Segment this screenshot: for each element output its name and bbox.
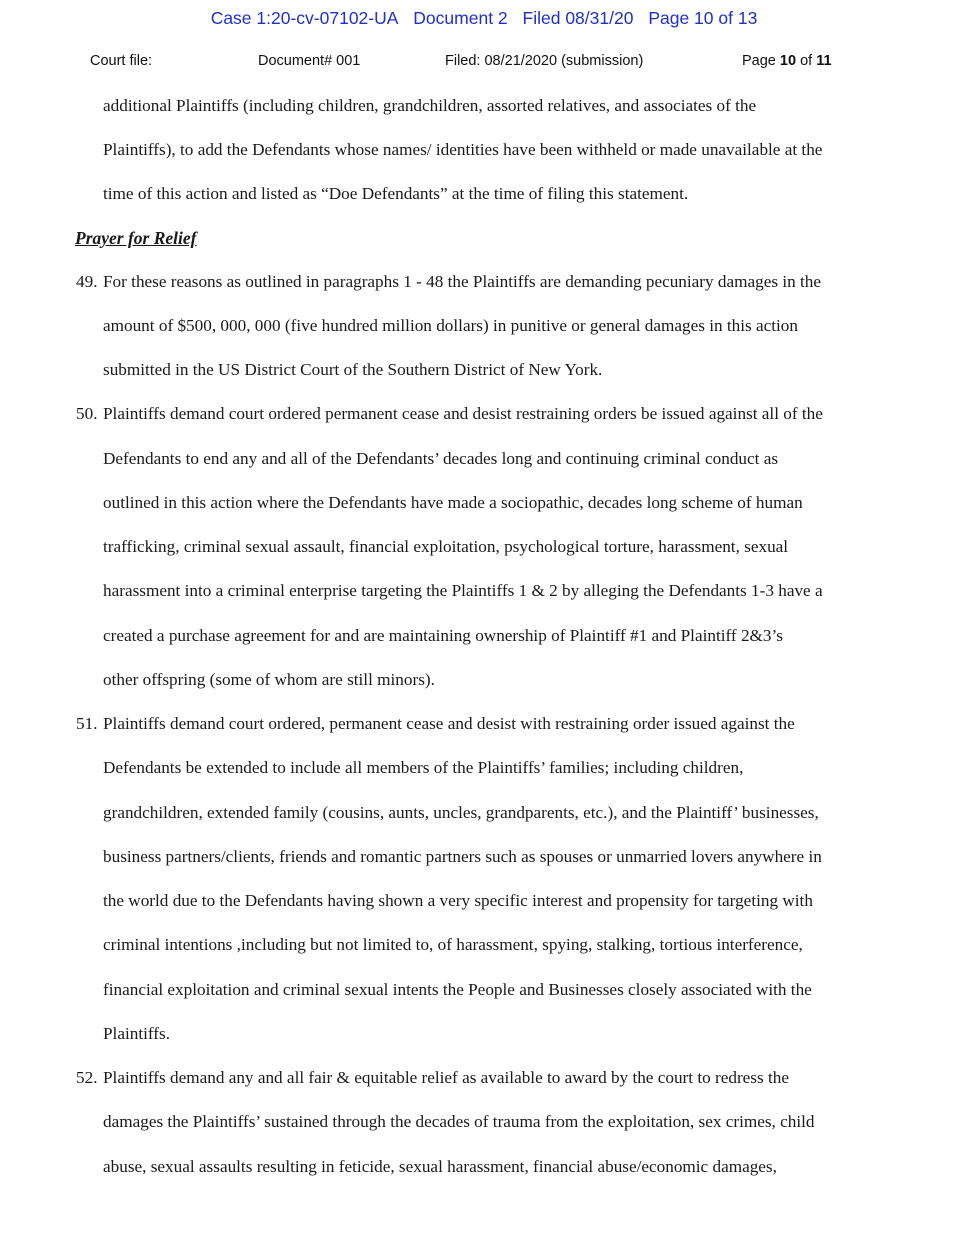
court-file-label: Court file: (90, 53, 153, 69)
paragraph-line: grandchildren, extended family (cousins, aunts, uncles, grandparents, etc.), and the Plaintiff’ businesses, (103, 803, 819, 822)
filed-submission-label: Filed: 08/21/2020 (submission) (445, 53, 644, 69)
paragraph-number: 49. (76, 272, 98, 291)
document-no-label: Document# 001 (258, 53, 361, 69)
paragraph-line: Defendants be extended to include all members of the Plaintiffs’ families; including children, (103, 758, 744, 777)
paragraph-line: trafficking, criminal sexual assault, financial exploitation, psychological torture, harassment, sexual (103, 537, 789, 556)
paragraph-number: 52. (76, 1068, 98, 1087)
paragraph-line: other offspring (some of whom are still minors). (103, 670, 435, 689)
page-indicator: Page 10 of 13 (648, 8, 758, 28)
paragraph-line: the world due to the Defendants having shown a very specific interest and propensity for targeting with (103, 891, 813, 910)
paragraph-line: Plaintiffs demand court ordered permanent cease and desist restraining orders be issued against all of the (103, 404, 823, 423)
paragraph-number: 51. (76, 714, 98, 733)
paragraph-line: Plaintiffs demand court ordered, permanent cease and desist with restraining order issued against the (103, 714, 795, 733)
paragraph-line: financial exploitation and criminal sexual intents the People and Businesses closely associated with the (103, 980, 812, 999)
paragraph-line: Defendants to end any and all of the Defendants’ decades long and continuing criminal conduct as (103, 449, 779, 468)
ecf-filing-header (0, 8, 968, 29)
paragraph-line: Plaintiffs. (103, 1024, 171, 1043)
paragraph-line: harassment into a criminal enterprise targeting the Plaintiffs 1 & 2 by alleging the Defendants 1-3 have a (103, 581, 823, 600)
paragraph-line: damages the Plaintiffs’ sustained through the decades of trauma from the exploitation, sex crimes, child (103, 1112, 815, 1131)
document-number: Document 2 (413, 8, 508, 28)
paragraph-line: outlined in this action where the Defendants have made a sociopathic, decades long scheme of human (103, 493, 803, 512)
case-number: Case 1:20-cv-07102-UA (210, 8, 399, 28)
filed-date: Filed 08/31/20 (522, 8, 634, 28)
paragraph-number: 50. (76, 404, 98, 423)
intro-line: additional Plaintiffs (including children, grandchildren, assorted relatives, and associates of the (103, 96, 757, 115)
paragraph-line: submitted in the US District Court of the Southern District of New York. (103, 360, 603, 379)
paragraph-line: created a purchase agreement for and are maintaining ownership of Plaintiff #1 and Plaintiff 2&3’s (103, 626, 783, 645)
paragraph-line: criminal intentions ,including but not limited to, of harassment, spying, stalking, tortious interference, (103, 935, 803, 954)
paragraph-line: Plaintiffs demand any and all fair & equitable relief as available to award by the court to redress the (103, 1068, 789, 1087)
intro-line: time of this action and listed as “Doe Defendants” at the time of filing this statement. (103, 184, 689, 203)
paragraph-line: amount of $500, 000, 000 (five hundred million dollars) in punitive or general damages in this action (103, 316, 798, 335)
page-of-label: Page 10 of 11 (742, 53, 832, 69)
paragraph-line: business partners/clients, friends and romantic partners such as spouses or unmarried lovers anywhere in (103, 847, 822, 866)
court-file-header (90, 53, 890, 73)
paragraph-line: abuse, sexual assaults resulting in feticide, sexual harassment, financial abuse/economic damages, (103, 1157, 777, 1176)
paragraph-line: For these reasons as outlined in paragraphs 1 - 48 the Plaintiffs are demanding pecuniary damages in the (103, 272, 822, 291)
intro-line: Plaintiffs), to add the Defendants whose names/ identities have been withheld or made unavailable at the (103, 140, 823, 159)
section-heading: Prayer for Relief (75, 228, 197, 248)
